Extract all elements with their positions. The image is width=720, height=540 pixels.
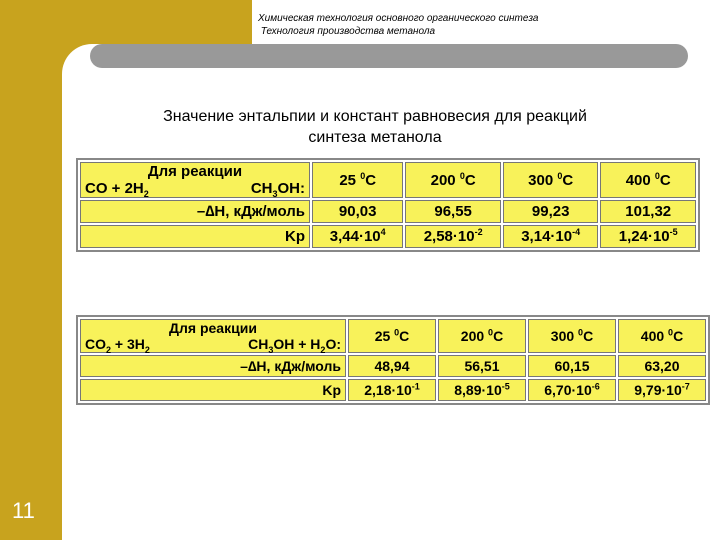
temp-header: 25 $^0$C (312, 162, 403, 198)
slide-number: 11 (12, 498, 35, 523)
kp-value: $2,18\cdot 10^{-1}$ (348, 379, 436, 401)
temp-header: 25 $^0$C (348, 319, 436, 353)
dh-label: –∆H, кДж/моль (80, 355, 346, 377)
kp-value: $2,58\cdot 10^{-2}$ (405, 225, 501, 248)
reaction-left: CO + $2H_2$ (85, 180, 149, 199)
dh-value: 99,23 (503, 200, 599, 223)
reaction-label: Для реакции (147, 163, 243, 180)
dh-value: 48,94 (348, 355, 436, 377)
reaction-cell (80, 319, 346, 353)
table-row (80, 379, 706, 401)
dh-value: 56,51 (438, 355, 526, 377)
temp-header: 300 $^0$C (528, 319, 616, 353)
table-row (80, 355, 706, 377)
reaction-label: Для реакции (169, 320, 257, 336)
slide-header (258, 12, 538, 38)
kp-value: $3,14\cdot 10^{-4}$ (503, 225, 599, 248)
kp-value: $3,44\cdot 10^4$ (312, 225, 403, 248)
temp-header: 300 $^0$C (503, 162, 599, 198)
reaction-cell (80, 162, 310, 198)
reaction-equation (85, 180, 305, 197)
temp-header: 400 $^0$C (618, 319, 706, 353)
temp-header: 200 $^0$C (438, 319, 526, 353)
title-line-1: Значение энтальпии и констант равновесия для реакций (163, 108, 587, 125)
table-row (80, 319, 706, 353)
header-gray-bar (90, 44, 688, 68)
kp-value: $9,79\cdot 10^{-7}$ (618, 379, 706, 401)
temp-header: 400 $^0$C (600, 162, 696, 198)
slide-title (95, 106, 655, 148)
kp-value: $1,24\cdot 10^{-5}$ (600, 225, 696, 248)
header-line-1: Химическая технология основного органического синтеза (258, 13, 539, 24)
side-accent-bar (0, 0, 62, 540)
dh-value: 60,15 (528, 355, 616, 377)
table-reaction-co2 (76, 315, 710, 405)
reaction-right: $CH_3OH$: (250, 180, 305, 199)
kp-value: $8,89\cdot 10^{-5}$ (438, 379, 526, 401)
kp-label: Kp (80, 379, 346, 401)
top-accent-bar (62, 0, 252, 44)
header-line-2: Технология производства метанола (258, 26, 436, 37)
title-line-2: синтеза метанола (308, 129, 442, 146)
kp-label: Kp (80, 225, 310, 248)
table-row (80, 162, 696, 198)
reaction-right: $CH_3OH + H_2O$: (248, 336, 341, 355)
table-row (80, 200, 696, 223)
kp-value: $6,70\cdot 10^{-6}$ (528, 379, 616, 401)
dh-value: 96,55 (405, 200, 501, 223)
dh-value: 63,20 (618, 355, 706, 377)
dh-value: 101,32 (600, 200, 696, 223)
reaction-left: $CO_2 + 3H_2$ (85, 336, 150, 355)
dh-value: 90,03 (312, 200, 403, 223)
table-reaction-co (76, 158, 700, 252)
table-row (80, 225, 696, 248)
temp-header: 200 $^0$C (405, 162, 501, 198)
dh-label: –∆H, кДж/моль (80, 200, 310, 223)
reaction-equation (85, 336, 341, 355)
